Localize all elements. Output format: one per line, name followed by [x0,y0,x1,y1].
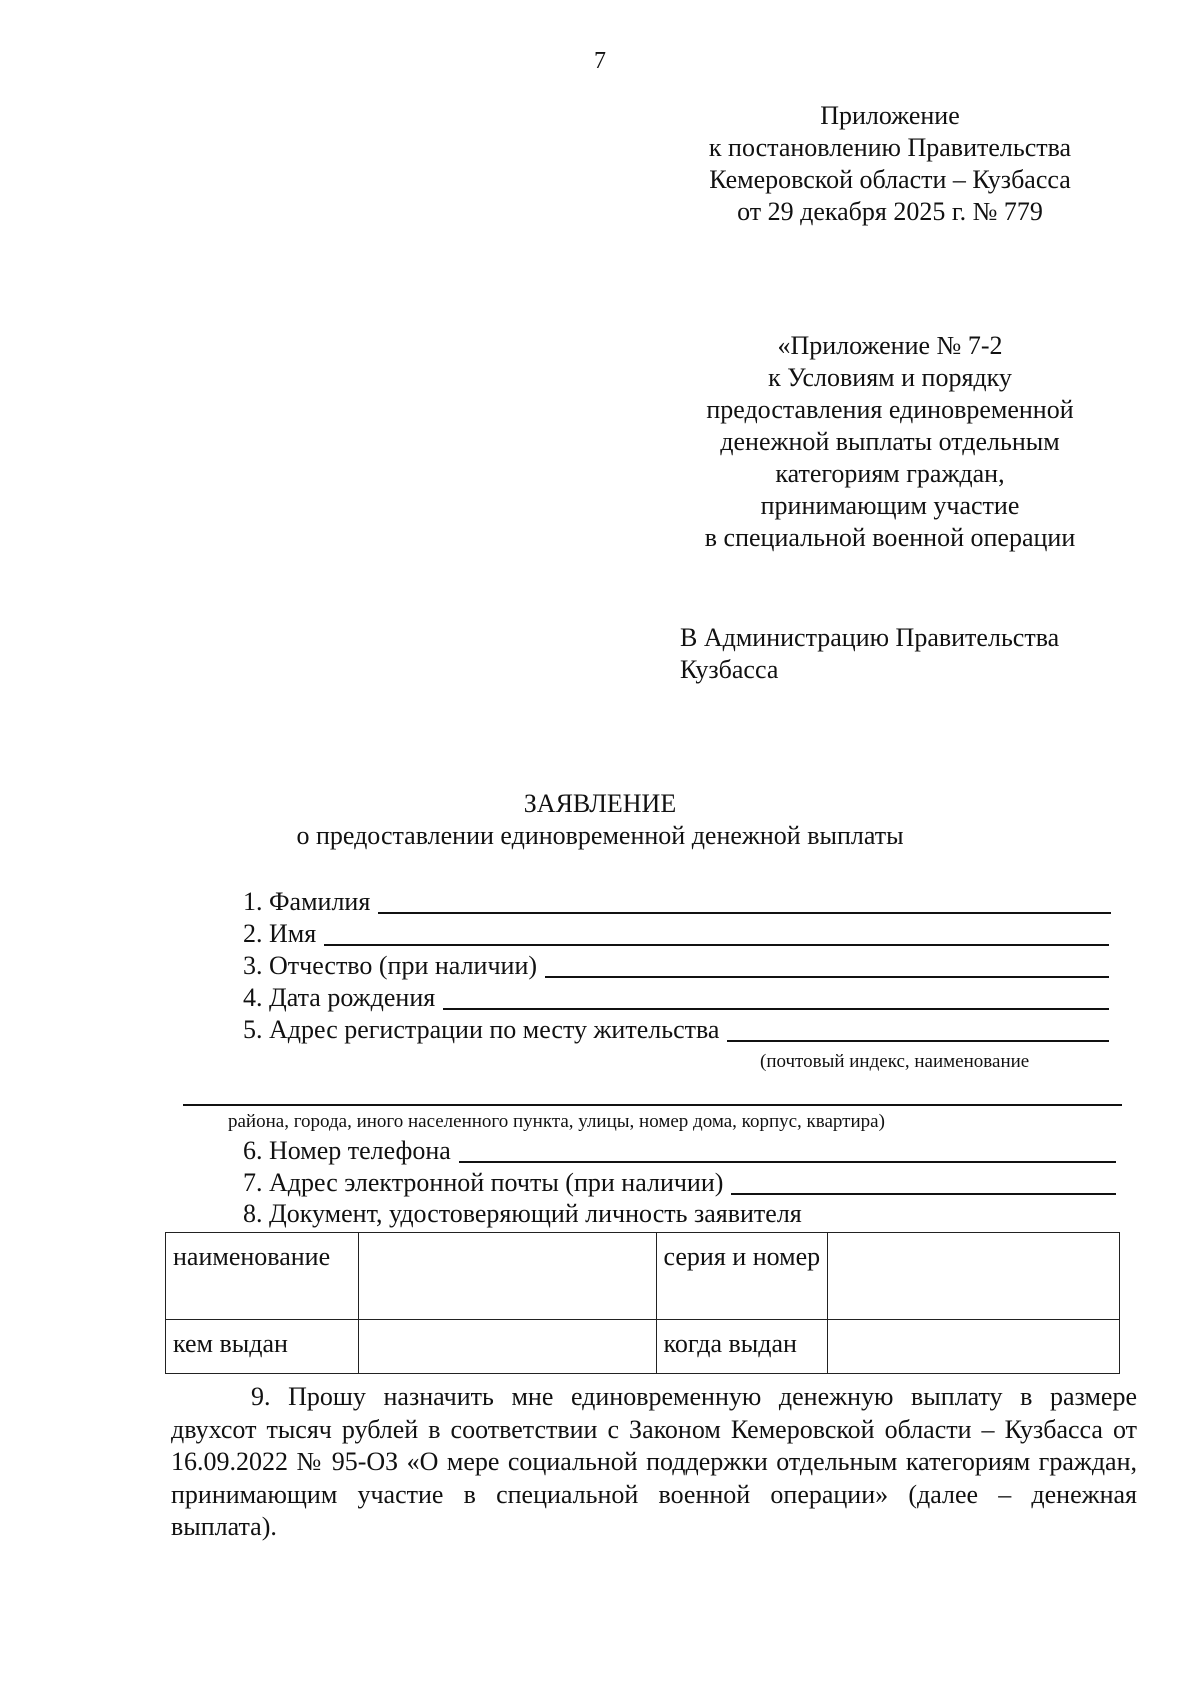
annex-inner-line: в специальной военной операции [704,523,1076,552]
annex-inner-line: категориям граждан, [775,459,1005,488]
document-title: ЗАЯВЛЕНИЕ [523,789,677,818]
surname-label: 1. Фамилия [243,887,371,916]
doc-issued-by-cell[interactable] [358,1320,656,1374]
addressee [680,622,1140,686]
birth-date-input-line[interactable] [443,982,1109,1010]
paragraph-9 [171,1381,1137,1544]
address-field [243,1014,1109,1046]
address-continuation-line[interactable] [183,1104,1122,1106]
doc-series-cell[interactable] [828,1233,1120,1320]
doc-issued-date-cell[interactable] [828,1320,1120,1374]
patronymic-field [243,950,1109,982]
patronymic-label: 3. Отчество (при наличии) [243,951,538,980]
table-row [166,1320,1120,1374]
email-label: 7. Адрес электронной почты (при наличии) [243,1168,724,1197]
paragraph-9-text: 9. Прошу назначить мне единовременную денежную выплату в размере двухсот тысяч рублей в соответствии с Законом Кемеровской области – Кузбасса от 16.09.2022 № 95-ОЗ «О мере социальной поддержки отдельным категориям граждан, принимающим участие в специальной военной операции» (далее – денежная выплата). [171,1382,1137,1541]
birth-date-field [243,982,1109,1014]
annex-line: к постановлению Правительства [708,133,1072,162]
annex-inner-line: принимающим участие [760,491,1020,520]
id-document-table [165,1232,1120,1374]
email-input-line[interactable] [731,1167,1116,1195]
doc-issued-date-label: когда выдан [656,1320,828,1374]
email-field [243,1167,1116,1199]
id-document-label: 8. Документ, удостоверяющий личность заявителя [243,1199,802,1228]
annex-header [660,100,1120,228]
annex-inner-header [660,330,1120,554]
phone-label: 6. Номер телефона [243,1136,451,1165]
surname-input-line[interactable] [378,886,1111,914]
phone-input-line[interactable] [459,1135,1116,1163]
title-block [0,788,1200,852]
phone-field [243,1135,1116,1167]
name-input-line[interactable] [324,918,1109,946]
patronymic-input-line[interactable] [545,950,1109,978]
annex-line: Приложение [820,101,960,130]
document-subtitle: о предоставлении единовременной денежной выплаты [296,821,904,850]
address-input-line[interactable] [727,1014,1109,1042]
doc-name-cell[interactable] [358,1233,656,1320]
address-hint: (почтовый индекс, наименование [760,1051,1030,1072]
addressee-line: В Администрацию Правительства [680,623,1060,652]
doc-issued-by-label: кем выдан [166,1320,359,1374]
birth-date-label: 4. Дата рождения [243,983,436,1012]
annex-inner-line: денежной выплаты отдельным [720,427,1060,456]
address-label: 5. Адрес регистрации по месту жительства [243,1015,720,1044]
annex-inner-line: «Приложение № 7-2 [777,331,1003,360]
table-row [166,1233,1120,1320]
doc-series-label: серия и номер [656,1233,828,1320]
annex-inner-line: к Условиям и порядку [768,363,1012,392]
id-document-heading [243,1198,1116,1230]
address-hint-continued: района, города, иного населенного пункта, улицы, номер дома, корпус, квартира) [228,1111,885,1132]
name-field [243,918,1109,950]
annex-line: от 29 декабря 2025 г. № 779 [737,197,1043,226]
page-number: 7 [594,48,606,74]
annex-line: Кемеровской области – Кузбасса [709,165,1071,194]
doc-name-label: наименование [166,1233,359,1320]
surname-field [243,886,1111,918]
annex-inner-line: предоставления единовременной [706,395,1074,424]
addressee-line: Кузбасса [680,655,779,684]
name-label: 2. Имя [243,919,317,948]
